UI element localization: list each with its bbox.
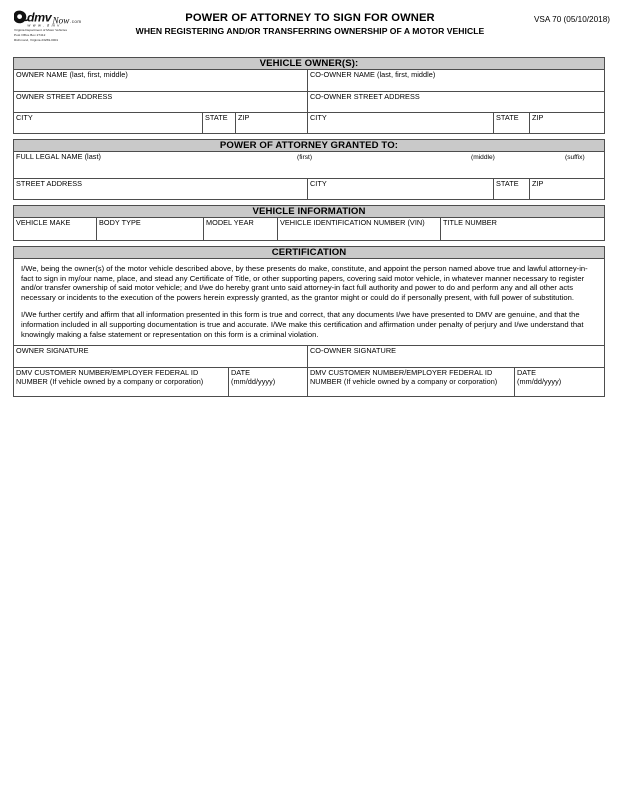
field-model-year[interactable] xyxy=(204,218,278,240)
poa-address-row xyxy=(14,179,604,199)
field-body-type[interactable] xyxy=(97,218,204,240)
field-poa-city[interactable] xyxy=(308,179,494,199)
agency-address-line-3: Richmond, Virginia 23269-0001 xyxy=(14,37,59,42)
field-owner-zip-label: ZIP xyxy=(238,113,250,122)
field-poa-street-address[interactable] xyxy=(14,179,308,199)
owner-city-state-zip-row xyxy=(14,113,604,133)
svg-text:Now: Now xyxy=(52,15,70,26)
dmv-now-logo-icon xyxy=(14,10,126,28)
field-coowner-street-address[interactable] xyxy=(308,92,604,112)
field-vin-label: VEHICLE IDENTIFICATION NUMBER (VIN) xyxy=(280,218,425,227)
page-header xyxy=(0,0,618,52)
field-owner-date-label: DATE xyxy=(231,368,251,378)
field-poa-state[interactable] xyxy=(494,179,530,199)
form-body xyxy=(13,57,605,397)
field-poa-middle-label: (middle) xyxy=(471,154,495,161)
section-header-poa-granted-to: POWER OF ATTORNEY GRANTED TO: xyxy=(13,139,605,152)
svg-text:dmv: dmv xyxy=(27,10,52,25)
field-owner-street-address[interactable] xyxy=(14,92,308,112)
signature-grid xyxy=(13,346,605,397)
title-subtitle: WHEN REGISTERING AND/OR TRANSFERRING OWNERSHIP OF A MOTOR VEHICLE xyxy=(135,26,485,36)
field-owner-signature-label: OWNER SIGNATURE xyxy=(16,346,89,356)
vehicle-information-grid xyxy=(13,218,605,241)
field-coowner-date[interactable] xyxy=(515,368,604,396)
field-poa-suffix-label: (suffix) xyxy=(565,154,585,161)
field-owner-name[interactable] xyxy=(14,70,308,91)
customer-number-date-row xyxy=(14,368,604,396)
signature-row xyxy=(14,346,604,368)
field-coowner-name-label: CO-OWNER NAME (last, first, middle) xyxy=(310,70,436,79)
certification-paragraph-1: I/We, being the owner(s) of the motor vehicle described above, by these presents do make, constitute, and appoint the person named above true and lawful attorney-in-fact to sign in my/our name, place, and stead any Certificate of Title, or other supporting papers, covering said motor vehicle, in whatever manner necessary to register and/or transfer ownership of said motor vehicle; and I/we do hereby grant unto said attorney-in fact full authority and power to do and perform any and all other acts necessary or incidents to the execution of the powers herein expressly granted, as the grantor might or could do if personally present, with full power of substitution. xyxy=(21,264,588,302)
field-coowner-date-format: (mm/dd/yyyy) xyxy=(517,376,562,386)
field-owner-state-label: STATE xyxy=(205,113,228,122)
field-owner-city[interactable] xyxy=(14,113,203,133)
section-header-vehicle-owners: VEHICLE OWNER(S): xyxy=(13,57,605,70)
field-poa-first-label: (first) xyxy=(297,154,313,161)
field-coowner-dmv-customer-number[interactable] xyxy=(308,368,515,396)
field-poa-state-label: STATE xyxy=(496,179,519,188)
field-coowner-state-label: STATE xyxy=(496,113,519,122)
page-title xyxy=(120,11,500,37)
field-owner-state[interactable] xyxy=(203,113,236,133)
field-owner-date[interactable] xyxy=(229,368,308,396)
section-header-vehicle-information: VEHICLE INFORMATION xyxy=(13,205,605,218)
poa-granted-grid xyxy=(13,152,605,200)
field-title-number-label: TITLE NUMBER xyxy=(443,218,497,227)
field-poa-city-label: CITY xyxy=(310,179,327,188)
field-coowner-date-label: DATE xyxy=(517,368,537,378)
field-title-number[interactable] xyxy=(441,218,604,240)
title-main: POWER OF ATTORNEY TO SIGN FOR OWNER xyxy=(185,12,435,24)
vehicle-information-row xyxy=(14,218,604,240)
field-coowner-zip[interactable] xyxy=(530,113,604,133)
field-owner-city-label: CITY xyxy=(16,113,33,122)
certification-text-block xyxy=(13,259,605,346)
field-coowner-name[interactable] xyxy=(308,70,604,91)
svg-text:.com: .com xyxy=(70,19,82,25)
field-owner-zip[interactable] xyxy=(236,113,308,133)
field-owner-date-format: (mm/dd/yyyy) xyxy=(231,376,276,386)
field-vin[interactable] xyxy=(278,218,441,240)
field-owner-dmv-customer-number-label: DMV CUSTOMER NUMBER/EMPLOYER FEDERAL ID NUMBER (If vehicle owned by a company or corporation) xyxy=(16,368,204,386)
form-number: VSA 70 (05/10/2018) xyxy=(533,15,610,24)
field-owner-dmv-customer-number[interactable] xyxy=(14,368,229,396)
agency-address-line-1: Virginia Department of Motor Vehicles xyxy=(14,28,68,32)
field-vehicle-make-label: VEHICLE MAKE xyxy=(16,218,71,227)
field-owner-signature[interactable] xyxy=(14,346,308,367)
field-coowner-signature-label: CO-OWNER SIGNATURE xyxy=(310,346,397,356)
poa-full-name-row xyxy=(14,152,604,179)
field-coowner-state[interactable] xyxy=(494,113,530,133)
field-coowner-street-address-label: CO-OWNER STREET ADDRESS xyxy=(310,92,420,101)
vehicle-owners-grid xyxy=(13,70,605,134)
svg-text:w w w . d m v: w w w . d m v xyxy=(27,22,60,28)
field-coowner-city-label: CITY xyxy=(310,113,327,122)
field-model-year-label: MODEL YEAR xyxy=(206,218,254,227)
field-poa-zip[interactable] xyxy=(530,179,604,199)
field-coowner-city[interactable] xyxy=(308,113,494,133)
field-poa-full-legal-name[interactable] xyxy=(14,152,604,178)
agency-address-line-2: Post Office Box 27412 xyxy=(14,32,46,37)
field-body-type-label: BODY TYPE xyxy=(99,218,141,227)
field-coowner-zip-label: ZIP xyxy=(532,113,544,122)
field-poa-full-legal-name-label: FULL LEGAL NAME (last) xyxy=(16,152,102,161)
certification-paragraph-2: I/We further certify and affirm that all information presented in this form is true and correct, that any documents I/we have presented to DMV are genuine, and that the information included in all supporting documentation is true and accurate. I/We make this certification and affirmation under penalty of perjury and I/we understand that knowingly making a false statement or representation on this form is a criminal violation. xyxy=(21,310,584,339)
owner-street-row xyxy=(14,92,604,113)
field-coowner-dmv-customer-number-label: DMV CUSTOMER NUMBER/EMPLOYER FEDERAL ID NUMBER (If vehicle owned by a company or corporation) xyxy=(310,368,498,386)
section-header-certification: CERTIFICATION xyxy=(13,246,605,259)
dmv-logo xyxy=(14,10,126,43)
field-vehicle-make[interactable] xyxy=(14,218,97,240)
field-poa-zip-label: ZIP xyxy=(532,179,544,188)
field-owner-street-address-label: OWNER STREET ADDRESS xyxy=(16,92,113,101)
field-poa-street-address-label: STREET ADDRESS xyxy=(16,179,83,188)
field-owner-name-label: OWNER NAME (last, first, middle) xyxy=(16,70,128,79)
owner-name-row xyxy=(14,70,604,92)
field-coowner-signature[interactable] xyxy=(308,346,604,367)
